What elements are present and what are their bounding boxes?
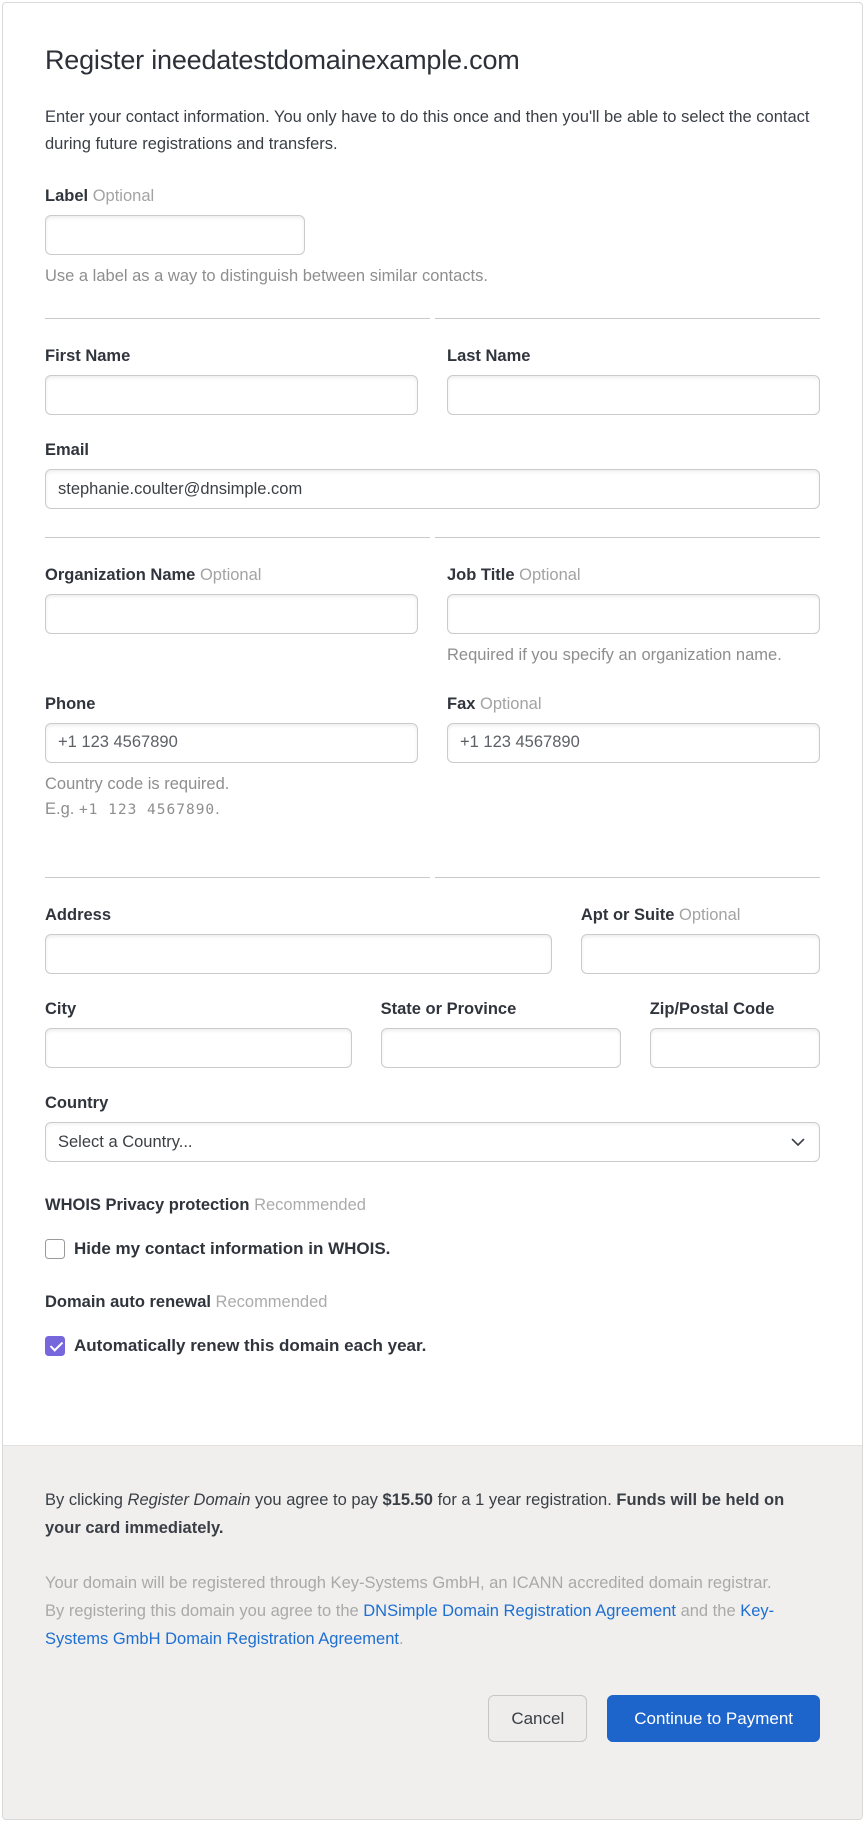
- state-group: [381, 1000, 621, 1068]
- job-title-group: [447, 566, 820, 669]
- country-group: [45, 1094, 820, 1162]
- auto-renewal-recommended-badge: Recommended: [215, 1292, 328, 1311]
- state-label: State or Province: [380, 999, 517, 1018]
- city-label: City: [45, 999, 77, 1018]
- register-domain-action-name: Register Domain: [127, 1491, 251, 1509]
- city-row: [45, 1000, 820, 1094]
- fax-label: Fax: [447, 694, 476, 713]
- country-select[interactable]: [45, 1122, 820, 1162]
- price-amount: $15.50: [382, 1491, 433, 1509]
- phone-input[interactable]: [45, 723, 418, 763]
- phone-label: Phone: [45, 694, 96, 713]
- section-divider: [45, 537, 820, 538]
- address-row: [45, 906, 820, 1000]
- email-group: [45, 441, 820, 509]
- register-domain-modal: [2, 2, 863, 1820]
- section-divider: [45, 318, 820, 319]
- phone-format-example: +1 123 4567890: [78, 802, 216, 819]
- address-group: [45, 906, 552, 974]
- job-title-input[interactable]: [447, 594, 820, 634]
- job-title-label: Job Title: [447, 566, 515, 584]
- continue-to-payment-button[interactable]: Continue to Payment: [607, 1695, 820, 1742]
- organization-optional-badge: Optional: [199, 566, 262, 584]
- apt-suite-input[interactable]: [581, 934, 820, 974]
- phone-row: [45, 695, 820, 849]
- fax-group: [447, 695, 820, 823]
- last-name-label: Last Name: [447, 347, 531, 365]
- country-label: Country: [45, 1093, 109, 1112]
- apt-suite-label: Apt or Suite: [580, 905, 675, 924]
- label-field-label-row: [45, 187, 820, 206]
- first-name-input[interactable]: [45, 375, 418, 415]
- zip-label: Zip/Postal Code: [649, 999, 775, 1018]
- zip-group: [650, 1000, 820, 1068]
- footer-actions: [45, 1695, 820, 1742]
- cancel-button[interactable]: Cancel: [488, 1695, 587, 1742]
- auto-renewal-checkbox[interactable]: [45, 1336, 65, 1356]
- fax-input[interactable]: [447, 723, 820, 763]
- phone-group: [45, 695, 418, 823]
- label-field-label: Label: [45, 187, 89, 206]
- label-help-text: Use a label as a way to distinguish between similar contacts.: [45, 267, 488, 286]
- apt-suite-optional-badge: Optional: [678, 905, 741, 924]
- job-title-optional-badge: Optional: [519, 566, 581, 584]
- registrar-legal-text: Your domain will be registered through Key-Systems GmbH, an ICANN accredited domain registrar. By registering this domain you agree to the DNSimple Domain Registration Agreement and the Key-Systems GmbH Domain Registration Agreement.: [45, 1574, 775, 1648]
- modal-footer: [3, 1445, 862, 1819]
- section-divider: [45, 877, 820, 878]
- name-row: [45, 347, 820, 441]
- last-name-input[interactable]: [447, 375, 820, 415]
- auto-renewal-heading: Domain auto renewal Recommended: [45, 1292, 328, 1311]
- last-name-group: [447, 347, 820, 415]
- whois-privacy-checkbox-label[interactable]: Hide my contact information in WHOIS.: [74, 1238, 391, 1258]
- payment-agreement-text: By clicking Register Domain you agree to pay $15.50 for a 1 year registration. Funds will be held on your card immediately.: [45, 1491, 785, 1538]
- page-title: Register ineedatestdomainexample.com: [45, 45, 520, 75]
- label-field-group: [45, 187, 820, 290]
- organization-input[interactable]: [45, 594, 418, 634]
- email-label: Email: [45, 441, 90, 459]
- job-title-help-text: Required if you specify an organization name.: [447, 646, 782, 664]
- auto-renewal-checkbox-row: [45, 1336, 820, 1356]
- contact-form: [3, 3, 862, 1445]
- whois-recommended-badge: Recommended: [254, 1195, 366, 1214]
- phone-help-text: Country code is required. E.g. +1 123 4567890.: [45, 774, 230, 819]
- apt-suite-group: [581, 906, 820, 974]
- organization-row: [45, 566, 820, 695]
- label-input[interactable]: [45, 215, 305, 255]
- email-input[interactable]: [45, 469, 820, 509]
- state-input[interactable]: [381, 1028, 621, 1068]
- auto-renewal-checkbox-label[interactable]: Automatically renew this domain each year.: [74, 1335, 427, 1355]
- zip-input[interactable]: [650, 1028, 820, 1068]
- city-group: [45, 1000, 352, 1068]
- dnsimple-agreement-link[interactable]: DNSimple Domain Registration Agreement: [363, 1601, 676, 1620]
- fax-optional-badge: Optional: [480, 694, 542, 713]
- first-name-label: First Name: [45, 347, 131, 365]
- whois-privacy-checkbox[interactable]: [45, 1239, 65, 1259]
- whois-privacy-checkbox-row: [45, 1239, 820, 1259]
- label-optional-badge: Optional: [92, 187, 155, 206]
- organization-label: Organization Name: [45, 566, 196, 584]
- whois-privacy-heading: WHOIS Privacy protection Recommended: [45, 1195, 366, 1214]
- address-label: Address: [45, 905, 112, 924]
- address-input[interactable]: [45, 934, 552, 974]
- first-name-group: [45, 347, 418, 415]
- organization-group: [45, 566, 418, 669]
- city-input[interactable]: [45, 1028, 352, 1068]
- country-select-wrap: [45, 1122, 820, 1162]
- intro-text: Enter your contact information. You only have to do this once and then you'll be able to select the contact during future registrations and transfers.: [45, 108, 810, 153]
- keysystems-agreement-link[interactable]: Key-Systems GmbH Domain Registration Agreement: [45, 1601, 775, 1648]
